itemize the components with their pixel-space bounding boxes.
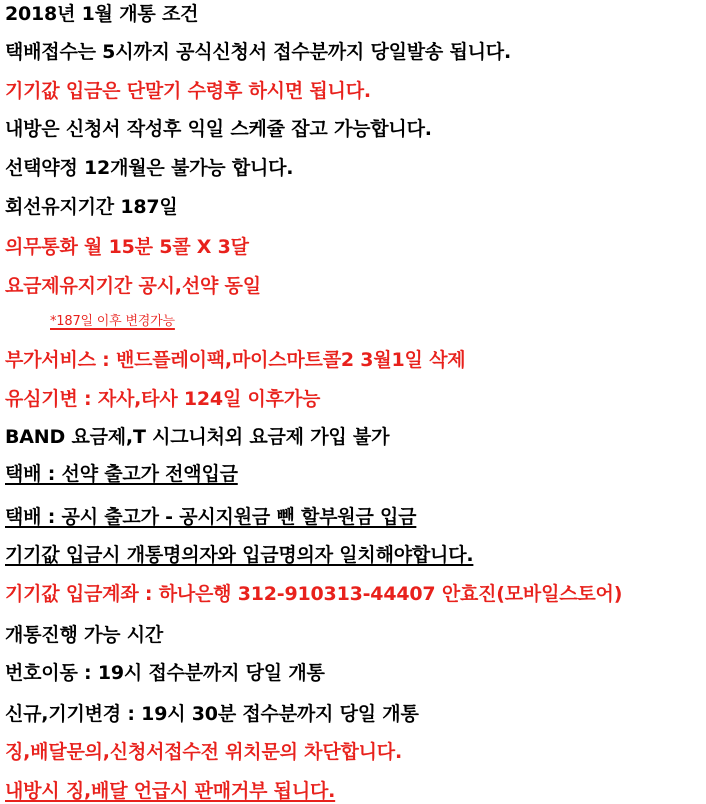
notice-line-contract: 선택약정 12개월은 불가능 합니다. bbox=[5, 157, 294, 179]
notice-line-visit: 내방은 신청서 작성후 익일 스케쥴 잡고 가능합니다. bbox=[5, 118, 432, 140]
notice-line-parcel-deadline: 택배접수는 5시까지 공식신청서 접수분까지 당일발송 됩니다. bbox=[5, 41, 511, 63]
notice-line-plan-retention: 요금제유지기간 공시,선약 동일 bbox=[5, 275, 261, 297]
notice-line-payer-match: 기기값 입금시 개통명의자와 입금명의자 일치해야합니다. bbox=[5, 544, 474, 566]
notice-line-usim: 유심기변 : 자사,타사 124일 이후가능 bbox=[5, 388, 321, 410]
notice-line-mandatory-calls: 의무통화 월 15분 5콜 X 3달 bbox=[5, 236, 249, 258]
notice-line-refusal: 내방시 징,배달 언급시 판매거부 됩니다. bbox=[5, 780, 336, 802]
notice-line-parcel-contract: 택배 : 선약 출고가 전액입금 bbox=[5, 463, 238, 485]
notice-line-parcel-subsidy: 택배 : 공시 출고가 - 공시지원금 뺀 할부원금 입금 bbox=[5, 506, 417, 528]
notice-line-change-note: *187일 이후 변경가능 bbox=[50, 314, 175, 329]
notice-line-addons: 부가서비스 : 밴드플레이팩,마이스마트콜2 3월1일 삭제 bbox=[5, 349, 466, 371]
notice-line-bank-account: 기기값 입금계좌 : 하나은행 312-910313-44407 안효진(모바일스토어) bbox=[5, 583, 623, 605]
notice-line-block: 징,배달문의,신청서접수전 위치문의 차단합니다. bbox=[5, 741, 402, 763]
notice-line-new-change: 신규,기기변경 : 19시 30분 접수분까지 당일 개통 bbox=[5, 703, 419, 725]
notice-line-device-payment: 기기값 입금은 단말기 수령후 하시면 됩니다. bbox=[5, 80, 371, 102]
notice-line-hours-title: 개통진행 가능 시간 bbox=[5, 624, 164, 646]
notice-line-plan-restriction: BAND 요금제,T 시그니처외 요금제 가입 불가 bbox=[5, 426, 390, 448]
notice-line-port-in: 번호이동 : 19시 접수분까지 당일 개통 bbox=[5, 662, 325, 684]
notice-title: 2018년 1월 개통 조건 bbox=[5, 3, 199, 25]
notice-line-line-retention: 회선유지기간 187일 bbox=[5, 196, 178, 218]
